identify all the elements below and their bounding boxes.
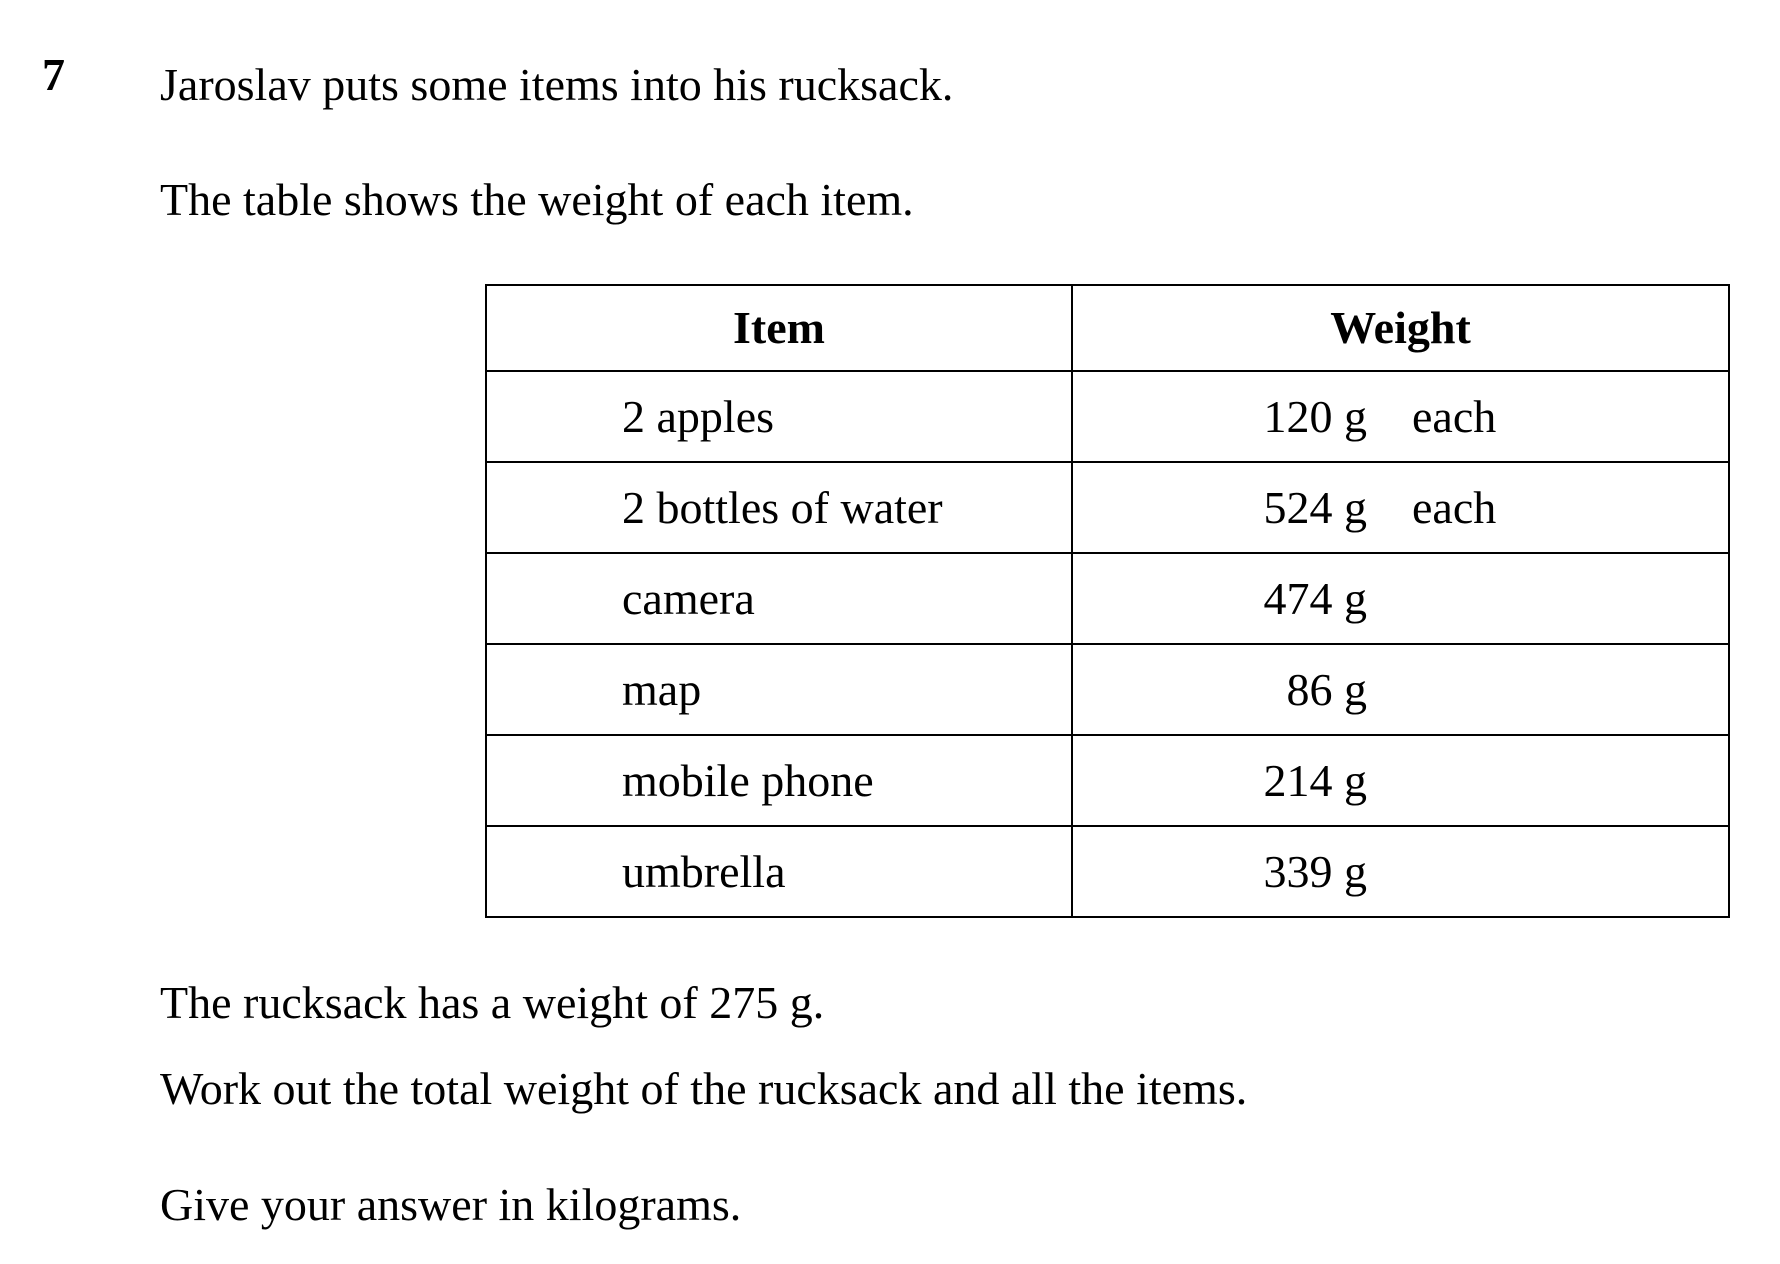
- item-name: 2 apples: [486, 371, 1072, 462]
- item-weight-cell: [1072, 735, 1729, 826]
- item-weight-note: each: [1412, 390, 1497, 442]
- item-weight: 120 g: [1263, 390, 1367, 442]
- table-row: [486, 553, 1729, 644]
- answer-unit-text: Give your answer in kilograms.: [160, 1179, 742, 1230]
- item-name: mobile phone: [486, 735, 1072, 826]
- item-weight-cell: [1072, 644, 1729, 735]
- item-weight-cell: [1072, 553, 1729, 644]
- item-weight: 474 g: [1263, 572, 1367, 624]
- table-row: [486, 735, 1729, 826]
- table-row: [486, 644, 1729, 735]
- item-name: umbrella: [486, 826, 1072, 917]
- instruction-text: Work out the total weight of the rucksack and all the items.: [160, 1063, 1248, 1114]
- item-weight: 524 g: [1263, 481, 1367, 533]
- item-weight-cell: [1072, 826, 1729, 917]
- question-number: 7: [42, 49, 65, 100]
- header-weight: Weight: [1072, 285, 1729, 371]
- table-row: [486, 826, 1729, 917]
- table-intro: The table shows the weight of each item.: [160, 174, 914, 225]
- rucksack-weight-text: The rucksack has a weight of 275 g.: [160, 977, 825, 1028]
- item-weight: 339 g: [1263, 845, 1367, 897]
- question-intro: Jaroslav puts some items into his rucksack.: [160, 59, 954, 110]
- item-weight: 86 g: [1286, 663, 1367, 715]
- table-row: [486, 462, 1729, 553]
- table-header-row: [486, 285, 1729, 371]
- item-weight-cell: [1072, 462, 1729, 553]
- item-weight-cell: [1072, 371, 1729, 462]
- item-name: map: [486, 644, 1072, 735]
- item-weight-note: each: [1412, 481, 1497, 533]
- header-item: Item: [486, 285, 1072, 371]
- item-weight: 214 g: [1263, 754, 1367, 806]
- item-weight-table: [485, 284, 1730, 918]
- item-name: 2 bottles of water: [486, 462, 1072, 553]
- item-name: camera: [486, 553, 1072, 644]
- table-row: [486, 371, 1729, 462]
